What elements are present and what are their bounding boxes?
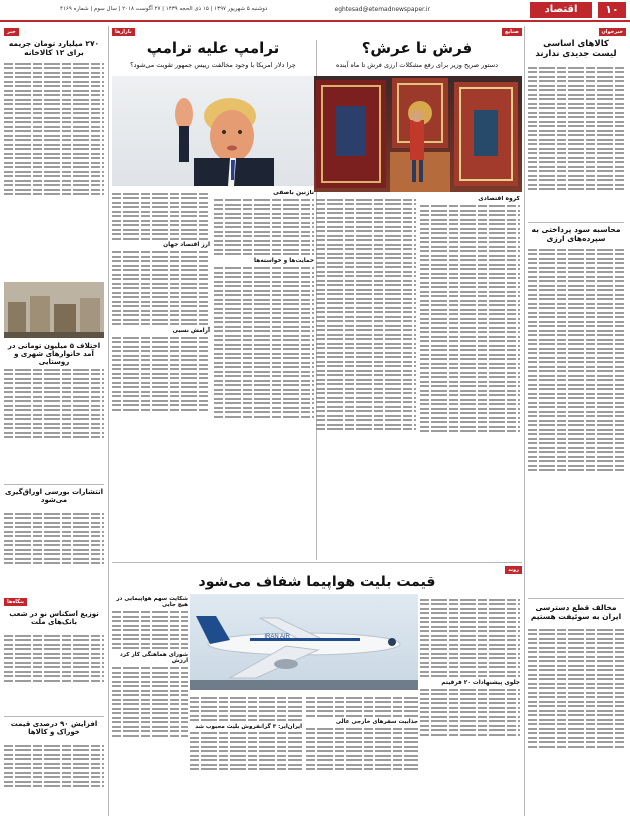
website-address: eghtesad@etemadnewspaper.ir xyxy=(334,6,430,13)
carpet-photo xyxy=(314,76,522,192)
story-body xyxy=(528,246,624,596)
column-divider xyxy=(108,26,109,816)
inline-subhead: حمایت‌ها و خواسته‌ها xyxy=(254,257,314,264)
story-body xyxy=(4,632,104,714)
plane-lettering: IRAN AIR xyxy=(264,634,290,640)
inline-subhead: آرامش نسبی xyxy=(172,327,210,334)
section-tag: بنگاه‌ها xyxy=(4,598,27,606)
section-divider xyxy=(112,562,522,563)
section-title: اقتصاد xyxy=(530,2,592,18)
story-divider xyxy=(528,598,624,599)
warehouse-illustration xyxy=(4,282,104,338)
byline: گروه اقتصادی xyxy=(478,196,520,202)
page-number: ۱۰ xyxy=(598,2,626,18)
story-divider xyxy=(4,716,104,717)
story-headline: انتشارات بورسی اوراق‌گیری می‌شود xyxy=(4,488,104,505)
inline-subhead: ایران‌ایر: ۳ گرانفروش بلیت محبوب شد xyxy=(195,723,302,730)
story-body xyxy=(4,60,104,278)
section-tag: خبر xyxy=(4,28,19,36)
trump-portrait-illustration xyxy=(112,76,314,186)
column-divider xyxy=(524,26,525,816)
inline-subhead: شورای هماهنگی کار کرد ارزش xyxy=(119,651,188,665)
story-body xyxy=(190,694,302,816)
story-divider xyxy=(4,484,104,485)
market-photo xyxy=(4,282,104,338)
story-subhead: دستور صریح وزیر برای رفع مشکلات ارزی فرش تا ماه آینده xyxy=(336,61,498,69)
story-body xyxy=(306,694,418,816)
story-headline: مخالف قطع دسترسی ایران به سوئیفت هستیم xyxy=(530,603,622,621)
headline-line: کالاهای اساسی xyxy=(543,39,609,49)
story-body xyxy=(112,596,188,816)
page-header xyxy=(0,0,630,22)
inline-subhead: شکایت سهم هواپیمایی در هیچ جایی xyxy=(116,596,188,609)
story-headline: قیمت بلیت هواپیما شفاف می‌شود xyxy=(198,574,436,590)
story-body xyxy=(316,196,416,562)
carpet-shop-illustration xyxy=(314,76,522,192)
section-tag: بازارها xyxy=(112,28,135,36)
airplane-illustration xyxy=(190,594,418,690)
dateline: دوشنبه ۵ شهریور ۱۳۹۷ | ۱۵ ذی الحجه ۱۴۳۹ | ۲۷ آگوست ۲۰۱۸ | سال سوم | شماره ۴۱۶۹ xyxy=(60,6,268,12)
story-subhead: چرا دلار امریکا با وجود مخالفت رییس جمهور تقویت می‌شود؟ xyxy=(130,61,296,69)
story-body xyxy=(420,596,520,816)
story-body xyxy=(112,190,210,560)
section-tag: خبرخوان xyxy=(599,28,626,36)
story-body xyxy=(420,196,520,562)
section-tag: صنایع xyxy=(502,28,522,36)
story-headline: ۲۷۰ میلیارد تومان جریمه برای ۱۲ کالاخانه xyxy=(8,39,100,57)
section-tag: روند xyxy=(505,566,522,574)
story-headline xyxy=(528,40,624,60)
story-headline: اختلاف ۵ میلیون تومانی در آمد خانوارهای شهری و روستایی xyxy=(7,342,101,367)
inline-subhead: جلوی پیشنهادات ۲۰ فرقیتم xyxy=(441,679,520,686)
story-body xyxy=(528,626,624,816)
story-body xyxy=(4,742,104,816)
story-headline: ترامپ علیه ترامپ xyxy=(146,39,280,57)
story-body xyxy=(4,510,104,594)
story-body xyxy=(4,366,104,482)
airplane-photo xyxy=(190,594,418,690)
inline-subhead: ارز اقتصاد جهان xyxy=(163,242,210,248)
story-headline: محاسبه سود پرداختی به سپرده‌های ارزی xyxy=(531,225,621,243)
story-divider xyxy=(528,222,624,223)
story-body xyxy=(214,190,314,560)
headline-line: لیست جدیدی ندارند xyxy=(535,48,617,59)
byline: نازنین باصفی xyxy=(273,190,314,196)
inline-subhead: جذابیت سفرهای خارجی عالی xyxy=(335,719,418,725)
trump-photo xyxy=(112,76,314,186)
story-headline: افزایش ۹۰ درصدی قیمت خوراک و کالاها xyxy=(10,720,98,737)
story-headline: فرش تا عرش؟ xyxy=(361,39,473,57)
story-headline: توزیع اسکناس نو در شعب بانک‌های ملت xyxy=(9,610,99,627)
